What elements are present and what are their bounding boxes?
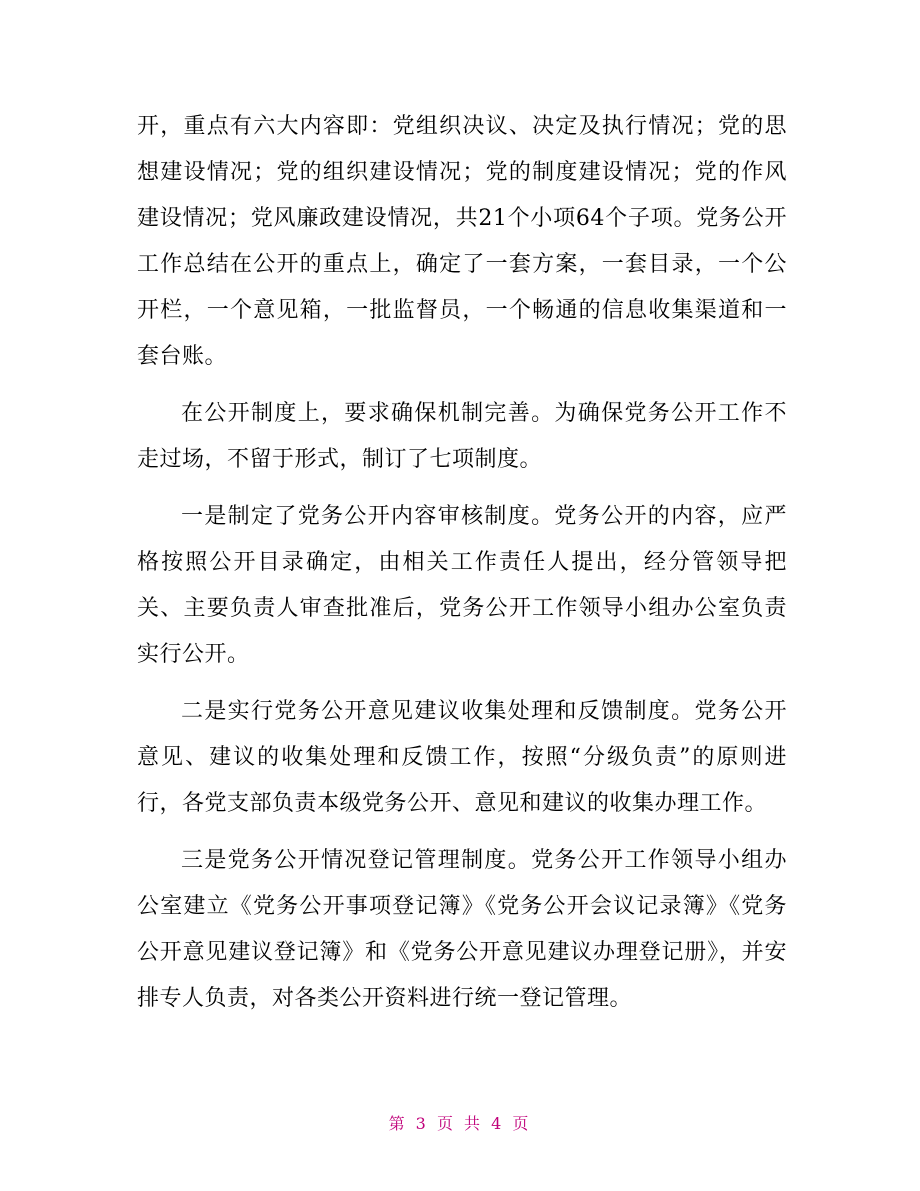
document-body [137,104,787,1033]
paragraph-registration-system: 三是党务公开情况登记管理制度。党务公开工作领导小组办公室建立《党务公开事项登记簿》《党务公开会议记录簿》《党务公开意见建议登记簿》和《党务公开意见建议办理登记册》，并安排专人负责，对各类公开资料进行统一登记管理。 [137,848,787,1011]
page-number-footer: 第 3 页 共 4 页 [388,1114,532,1133]
paragraph-review-system: 一是制定了党务公开内容审核制度。党务公开的内容，应严格按照公开目录确定，由相关工作责任人提出，经分管领导把关、主要负责人审查批准后，党务公开工作领导小组办公室负责实行公开。 [137,504,787,667]
paragraph-continuation: 开，重点有六大内容即：党组织决议、决定及执行情况；党的思想建设情况；党的组织建设情况；党的制度建设情况；党的作风建设情况；党风廉政建设情况，共21个小项64个子项。党务公开工作总结在公开的重点上，确定了一套方案，一套目录，一个公开栏，一个意见箱，一批监督员，一个畅通的信息收集渠道和一套台账。 [137,114,787,369]
paragraph-disclosure-system: 在公开制度上，要求确保机制完善。为确保党务公开工作不走过场，不留于形式，制订了七项制度。 [137,401,787,472]
paragraph-feedback-system: 二是实行党务公开意见建议收集处理和反馈制度。党务公开意见、建议的收集处理和反馈工作，按照“分级负责”的原则进行，各党支部负责本级党务公开、意见和建议的收集办理工作。 [137,699,787,816]
